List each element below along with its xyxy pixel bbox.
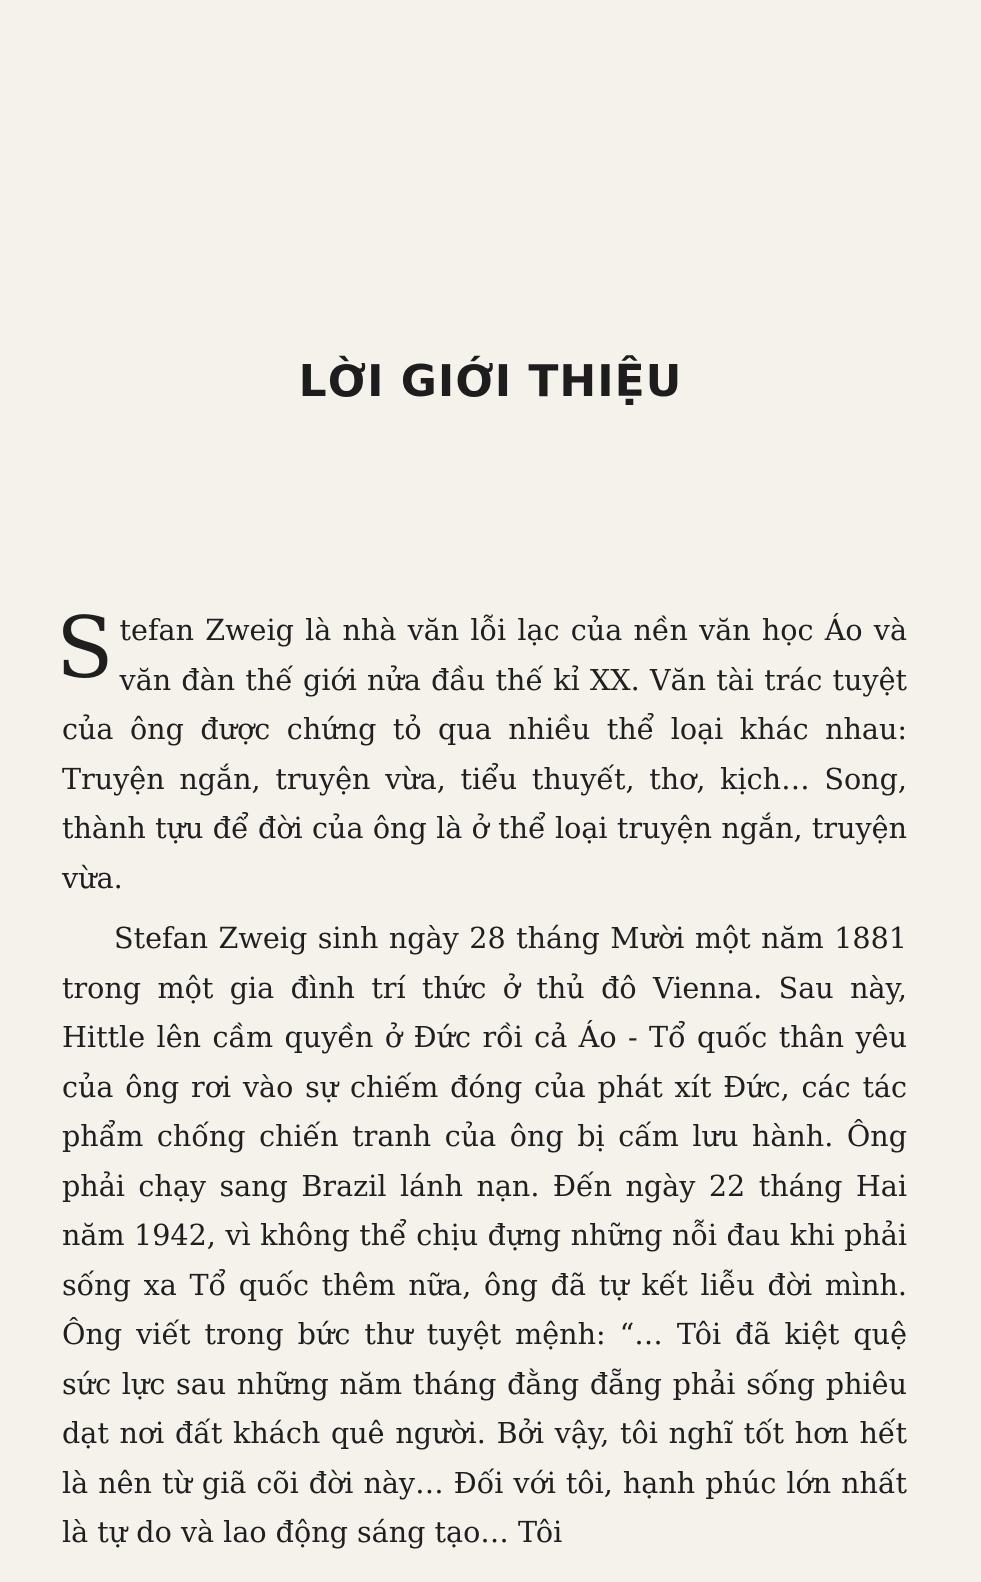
paragraph-intro-text: tefan Zweig là nhà văn lỗi lạc của nền văn học Áo và văn đàn thế giới nửa đầu thế kỉ XX. Văn tài trác tuyệt của ông được chứng tỏ qua nhiều thể loại khác nhau: Truyện ngắn, truyện vừa, tiểu thuyết, thơ, kịch… Song, thành tựu để đời của ông là ở thể loại truyện ngắn, truyện vừa. [62, 613, 907, 895]
drop-cap: S [56, 599, 114, 697]
chapter-title: LỜI GIỚI THIỆU [298, 356, 683, 407]
body-text [56, 599, 907, 1558]
paragraph-intro [56, 599, 907, 903]
paragraph-biography: Stefan Zweig sinh ngày 28 tháng Mười một năm 1881 trong một gia đình trí thức ở thủ đô Vienna. Sau này, Hittle lên cầm quyền ở Đức rồi cả Áo - Tổ quốc thân yêu của ông rơi vào sự chiếm đóng của phát xít Đức, các tác phẩm chống chiến tranh của ông bị cấm lưu hành. Ông phải chạy sang Brazil lánh nạn. Đến ngày 22 tháng Hai năm 1942, vì không thể chịu đựng những nỗi đau khi phải sống xa Tổ quốc thêm nữa, ông đã tự kết liễu đời mình. Ông viết trong bức thư tuyệt mệnh: “… Tôi đã kiệt quệ sức lực sau những năm tháng đằng đẵng phải sống phiêu dạt nơi đất khách quê người. Bởi vậy, tôi nghĩ tốt hơn hết là nên từ giã cõi đời này… Đối với tôi, hạnh phúc lớn nhất là tự do và lao động sáng tạo… Tôi [62, 921, 907, 1549]
